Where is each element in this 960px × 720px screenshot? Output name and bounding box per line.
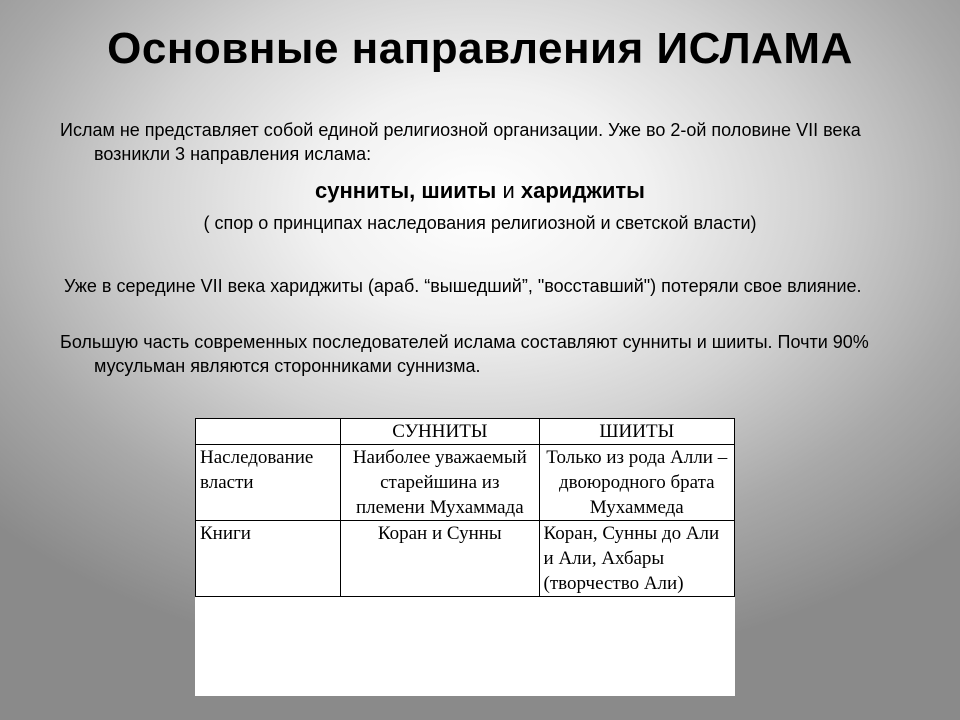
cell-shia-books: Коран, Сунны до Али и Али, Ахбары (творчество Али) xyxy=(539,521,734,597)
branch-sunni: сунниты, xyxy=(315,178,416,203)
branch-kharijites: хариджиты xyxy=(520,178,645,203)
branch-shia: шииты xyxy=(421,178,497,203)
cell-sunni-books: Коран и Сунны xyxy=(341,521,539,597)
row-label-succession: Наследование власти xyxy=(196,445,341,521)
cell-shia-succession: Только из рода Алли – двоюродного брата Мухаммеда xyxy=(539,445,734,521)
branch-conjunction: и xyxy=(502,178,515,203)
table-header-empty xyxy=(196,419,341,445)
kharijites-paragraph: Уже в середине VII века хариджиты (араб. “вышедший”, "восставший") потеряли свое влияние. xyxy=(64,276,862,296)
table-header-row xyxy=(196,419,735,445)
comparison-table xyxy=(195,418,735,597)
comparison-table-container xyxy=(195,418,735,696)
cell-sunni-succession: Наиболее уважаемый старейшина из племени Мухаммада xyxy=(341,445,539,521)
slide-title: Основные направления ИСЛАМА xyxy=(107,24,853,73)
branches-line xyxy=(0,177,960,205)
table-header-sunni: СУННИТЫ xyxy=(341,419,539,445)
table-header-shia: ШИИТЫ xyxy=(539,419,734,445)
row-label-books: Книги xyxy=(196,521,341,597)
table-row xyxy=(196,445,735,521)
dispute-note: ( спор о принципах наследования религиозной и светской власти) xyxy=(203,213,757,233)
majority-paragraph: Большую часть современных последователей ислама составляют сунниты и шииты. Почти 90% мусульман являются сторонниками суннизма. xyxy=(60,332,869,376)
table-row xyxy=(196,521,735,597)
intro-paragraph: Ислам не представляет собой единой религиозной организации. Уже во 2-ой половине VII века возникли 3 направления ислама: xyxy=(60,120,861,164)
